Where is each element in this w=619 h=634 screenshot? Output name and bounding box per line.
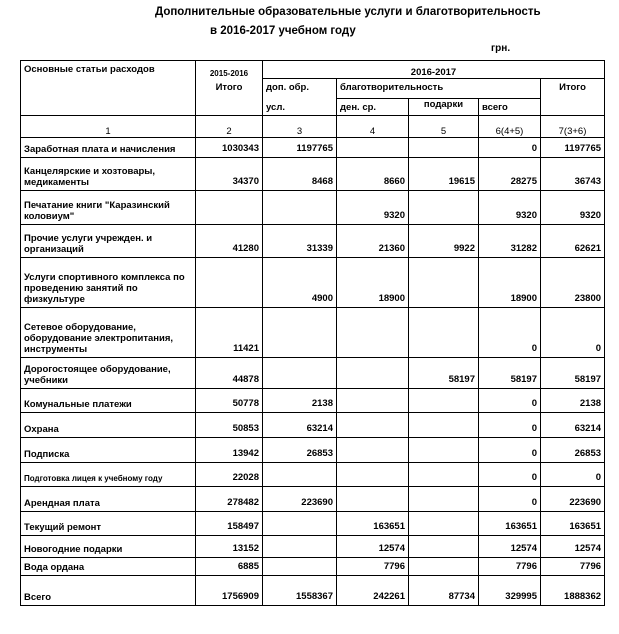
index-cell: 7(3+6)	[541, 116, 605, 138]
column-index-row	[21, 116, 605, 138]
value-cell-c2: 278482	[196, 487, 263, 512]
value-cell-c2	[196, 191, 263, 225]
row-label: Арендная плата	[21, 487, 196, 512]
header-extra-services: доп. обр.	[263, 79, 337, 99]
header-extra-services-2: усл.	[263, 99, 337, 116]
value-cell-c2: 50853	[196, 413, 263, 438]
value-cell-c7: 0	[541, 308, 605, 358]
value-cell-c5	[409, 512, 479, 536]
table-row	[21, 358, 605, 389]
index-cell: 3	[263, 116, 337, 138]
value-cell-c2: 34370	[196, 158, 263, 191]
value-cell-c7: 0	[541, 463, 605, 487]
value-cell-c3	[263, 191, 337, 225]
value-cell-c5	[409, 308, 479, 358]
value-cell-c2: 11421	[196, 308, 263, 358]
value-cell-c3	[263, 536, 337, 558]
value-cell-c3: 2138	[263, 389, 337, 413]
value-cell-c5	[409, 463, 479, 487]
row-label: Заработная плата и начисления	[21, 138, 196, 158]
value-cell-c4: 8660	[337, 158, 409, 191]
value-cell-c6: 163651	[479, 512, 541, 536]
index-cell: 2	[196, 116, 263, 138]
table-row	[21, 138, 605, 158]
row-label: Подписка	[21, 438, 196, 463]
table-row	[21, 158, 605, 191]
value-cell-c7: 26853	[541, 438, 605, 463]
header-expense-items: Основные статьи расходов	[21, 61, 196, 116]
table-row	[21, 576, 605, 606]
index-cell: 1	[21, 116, 196, 138]
value-cell-c6: 0	[479, 438, 541, 463]
value-cell-c5: 87734	[409, 576, 479, 606]
table-row	[21, 512, 605, 536]
value-cell-c3: 31339	[263, 225, 337, 258]
row-label: Новогодние подарки	[21, 536, 196, 558]
value-cell-c4: 242261	[337, 576, 409, 606]
value-cell-c7: 223690	[541, 487, 605, 512]
value-cell-c6: 9320	[479, 191, 541, 225]
value-cell-c5: 58197	[409, 358, 479, 389]
header-charity: благотворительность	[337, 79, 541, 99]
value-cell-c3: 1197765	[263, 138, 337, 158]
value-cell-c3: 8468	[263, 158, 337, 191]
value-cell-c3	[263, 463, 337, 487]
value-cell-c5	[409, 138, 479, 158]
value-cell-c2: 1756909	[196, 576, 263, 606]
document-subtitle: в 2016-2017 учебном году	[210, 25, 356, 37]
value-cell-c3	[263, 558, 337, 576]
value-cell-c4: 163651	[337, 512, 409, 536]
value-cell-c6: 31282	[479, 225, 541, 258]
value-cell-c6: 18900	[479, 258, 541, 308]
header-blank-2	[541, 99, 605, 116]
table-row	[21, 225, 605, 258]
value-cell-c2: 41280	[196, 225, 263, 258]
value-cell-c2: 13152	[196, 536, 263, 558]
value-cell-c5	[409, 487, 479, 512]
header-total-current: Итого	[541, 79, 605, 99]
value-cell-c3: 1558367	[263, 576, 337, 606]
value-cell-c7: 163651	[541, 512, 605, 536]
value-cell-c6: 329995	[479, 576, 541, 606]
row-label: Подготовка лицея к учебному году	[21, 463, 196, 487]
value-cell-c4	[337, 389, 409, 413]
table-row	[21, 258, 605, 308]
row-label: Охрана	[21, 413, 196, 438]
value-cell-c2: 6885	[196, 558, 263, 576]
value-cell-c4	[337, 413, 409, 438]
header-money: ден. ср.	[337, 99, 409, 116]
value-cell-c3	[263, 308, 337, 358]
value-cell-c4	[337, 308, 409, 358]
value-cell-c4	[337, 358, 409, 389]
value-cell-c3: 26853	[263, 438, 337, 463]
value-cell-c2: 1030343	[196, 138, 263, 158]
value-cell-c2: 13942	[196, 438, 263, 463]
value-cell-c5: 19615	[409, 158, 479, 191]
row-label: Вода ордана	[21, 558, 196, 576]
value-cell-c5	[409, 438, 479, 463]
value-cell-c7: 9320	[541, 191, 605, 225]
value-cell-c4	[337, 138, 409, 158]
value-cell-c7: 62621	[541, 225, 605, 258]
table-row	[21, 438, 605, 463]
row-label: Прочие услуги учрежден. и организаций	[21, 225, 196, 258]
table-row	[21, 389, 605, 413]
value-cell-c5: 9922	[409, 225, 479, 258]
row-label: Сетевое оборудование, оборудование электропитания, инструменты	[21, 308, 196, 358]
table-row	[21, 536, 605, 558]
value-cell-c6: 0	[479, 389, 541, 413]
value-cell-c4: 21360	[337, 225, 409, 258]
header-all: всего	[479, 99, 541, 116]
header-total-prev: Итого	[196, 79, 263, 99]
index-cell: 6(4+5)	[479, 116, 541, 138]
value-cell-c3: 4900	[263, 258, 337, 308]
table-row	[21, 191, 605, 225]
row-label: Комунальные платежи	[21, 389, 196, 413]
value-cell-c6: 0	[479, 308, 541, 358]
value-cell-c7: 7796	[541, 558, 605, 576]
table-row	[21, 413, 605, 438]
expense-table	[20, 60, 605, 606]
row-label: Дорогостоящее оборудование, учебники	[21, 358, 196, 389]
value-cell-c3	[263, 512, 337, 536]
value-cell-c5	[409, 536, 479, 558]
value-cell-c4: 9320	[337, 191, 409, 225]
value-cell-c2	[196, 258, 263, 308]
value-cell-c7: 1888362	[541, 576, 605, 606]
value-cell-c7: 23800	[541, 258, 605, 308]
table-row	[21, 558, 605, 576]
document-title: Дополнительные образовательные услуги и благотворительность	[155, 6, 541, 18]
value-cell-c7: 36743	[541, 158, 605, 191]
value-cell-c7: 12574	[541, 536, 605, 558]
value-cell-c7: 63214	[541, 413, 605, 438]
header-blank	[196, 99, 263, 116]
value-cell-c2: 22028	[196, 463, 263, 487]
currency-unit: грн.	[491, 43, 511, 54]
value-cell-c6: 28275	[479, 158, 541, 191]
value-cell-c2: 50778	[196, 389, 263, 413]
value-cell-c2: 44878	[196, 358, 263, 389]
header-year-current: 2016-2017	[263, 61, 605, 79]
value-cell-c3: 63214	[263, 413, 337, 438]
value-cell-c5	[409, 389, 479, 413]
value-cell-c6: 0	[479, 463, 541, 487]
value-cell-c4	[337, 463, 409, 487]
header-year-prev: 2015-2016	[196, 61, 263, 79]
value-cell-c4: 12574	[337, 536, 409, 558]
value-cell-c5	[409, 413, 479, 438]
value-cell-c4	[337, 438, 409, 463]
value-cell-c5	[409, 558, 479, 576]
table-row	[21, 463, 605, 487]
value-cell-c2: 158497	[196, 512, 263, 536]
index-cell: 4	[337, 116, 409, 138]
row-label: Канцелярские и хозтовары, медикаменты	[21, 158, 196, 191]
value-cell-c7: 1197765	[541, 138, 605, 158]
value-cell-c6: 0	[479, 138, 541, 158]
table-row	[21, 308, 605, 358]
value-cell-c4: 7796	[337, 558, 409, 576]
header-gifts: подарки	[409, 99, 479, 116]
row-label: Услуги спортивного комплекса по проведению занятий по физкультуре	[21, 258, 196, 308]
value-cell-c6: 0	[479, 487, 541, 512]
value-cell-c5	[409, 258, 479, 308]
value-cell-c6: 0	[479, 413, 541, 438]
value-cell-c5	[409, 191, 479, 225]
row-label: Печатание книги "Каразинский коловиум"	[21, 191, 196, 225]
index-cell: 5	[409, 116, 479, 138]
value-cell-c6: 7796	[479, 558, 541, 576]
value-cell-c3: 223690	[263, 487, 337, 512]
value-cell-c6: 58197	[479, 358, 541, 389]
row-label: Всего	[21, 576, 196, 606]
value-cell-c3	[263, 358, 337, 389]
value-cell-c7: 58197	[541, 358, 605, 389]
table-row	[21, 487, 605, 512]
value-cell-c4	[337, 487, 409, 512]
value-cell-c6: 12574	[479, 536, 541, 558]
row-label: Текущий ремонт	[21, 512, 196, 536]
value-cell-c4: 18900	[337, 258, 409, 308]
value-cell-c7: 2138	[541, 389, 605, 413]
